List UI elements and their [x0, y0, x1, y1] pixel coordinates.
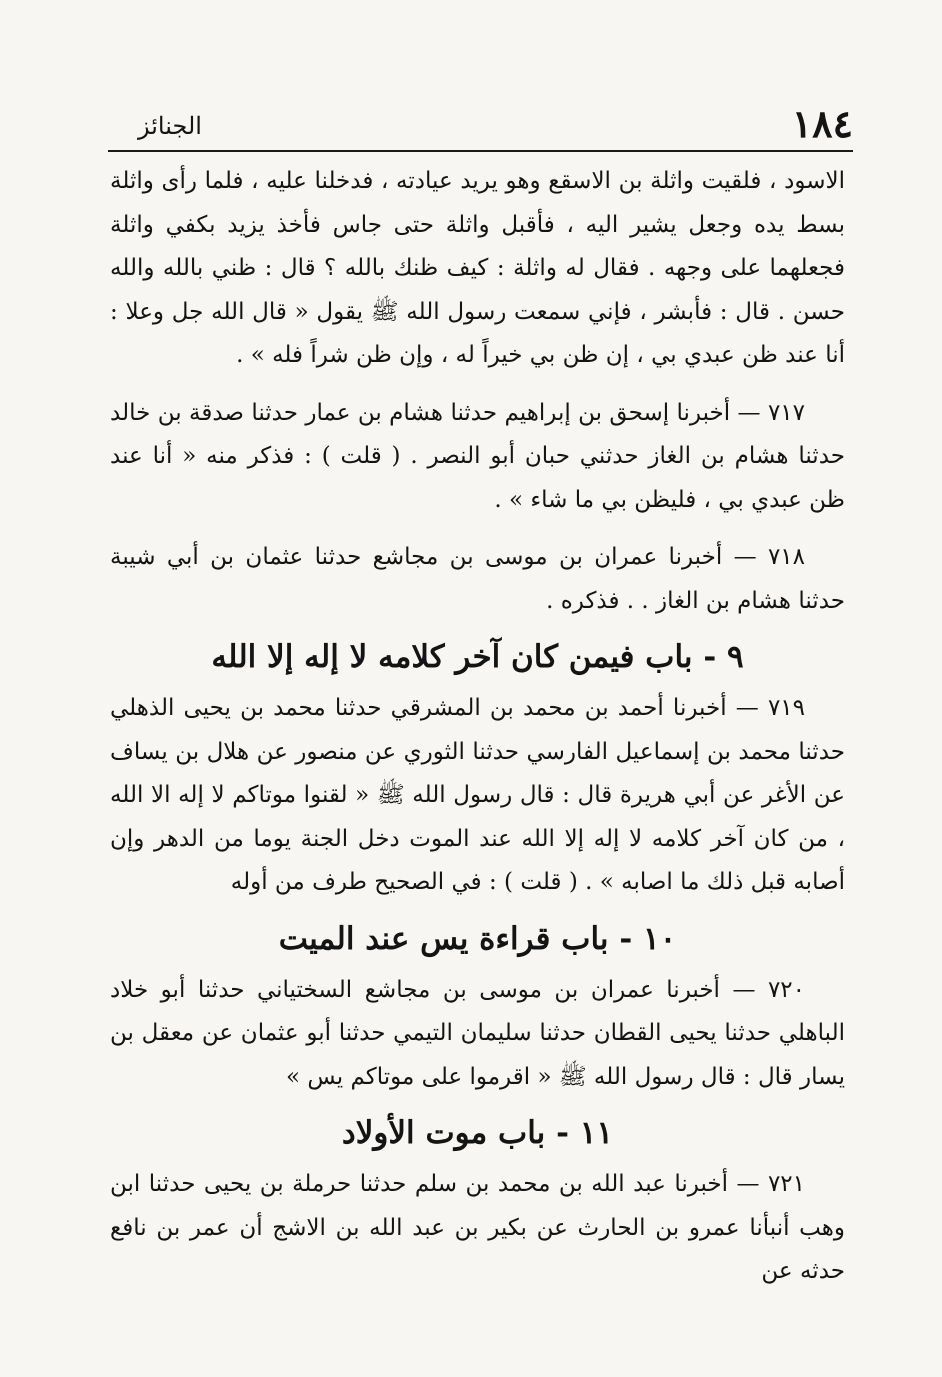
header-rule — [108, 150, 853, 152]
hadith-718: ٧١٨ — أخبرنا عمران بن موسى بن مجاشع حدثنا عثمان بن أبي شيبة حدثنا هشام بن الغاز . . فذكره . — [110, 544, 845, 614]
chapter-heading-11: ١١ - باب موت الأولاد — [341, 1115, 614, 1151]
page-header — [108, 100, 853, 152]
paragraph-continuation: الاسود ، فلقيت واثلة بن الاسقع وهو يريد عيادته ، فدخلنا عليه ، فلما رأى واثلة بسط يده وجعل يشير اليه ، فأقبل واثلة حتى جاس فأخذ يزيد بكفي واثلة فجعلهما على وجهه . فقال له واثلة : كيف ظنك بالله ؟ قال : ظني بالله والله حسن . قال : فأبشر ، فإني سمعت رسول الله ﷺ يقول « قال الله جل وعلا : أنا عند ظن عبدي بي ، إن ظن بي خيراً له ، وإن ظن شراً فله » . — [110, 168, 845, 368]
spacer — [110, 522, 845, 536]
hadith-719: ٧١٩ — أخبرنا أحمد بن محمد بن المشرقي حدثنا محمد بن يحيى الذهلي حدثنا محمد بن إسماعيل الفارسي حدثنا الثوري عن منصور عن هلال بن يساف عن الأغر عن أبي هريرة قال : قال رسول الله ﷺ « لقنوا موتاكم لا إله الا الله ، من كان آخر كلامه لا إله إلا الله عند الموت دخل الجنة يوما من الدهر وإن أصابه قبل ذلك ما اصابه » . ( قلت ) : في الصحيح طرف من أوله — [110, 695, 845, 895]
hadith-721: ٧٢١ — أخبرنا عبد الله بن محمد بن سلم حدثنا حرملة بن يحيى حدثنا ابن وهب أنبأنا عمرو بن الحارث عن بكير بن عبد الله بن الاشج أن عمر بن نافع حدثه عن — [110, 1171, 845, 1284]
chapter-heading-9: ٩ - باب فيمن كان آخر كلامه لا إله إلا الله — [211, 639, 744, 675]
hadith-720: ٧٢٠ — أخبرنا عمران بن موسى بن مجاشع السختياني حدثنا أبو خلاد الباهلي حدثنا يحيى القطان حدثنا سليمان التيمي حدثنا أبو عثمان عن معقل بن يسار قال : قال رسول الله ﷺ « اقرموا على موتاكم يس » — [110, 976, 845, 1090]
page-number: ١٨٤ — [791, 101, 853, 146]
chapter-heading-10: ١٠ - باب قراءة يس عند الميت — [278, 920, 677, 957]
page-body — [110, 160, 845, 1294]
running-title: الجنائز — [138, 112, 202, 140]
spacer — [110, 378, 845, 392]
hadith-717: ٧١٧ — أخبرنا إسحق بن إبراهيم حدثنا هشام بن عمار حدثنا صدقة بن خالد حدثنا هشام بن الغاز حدثني حبان أبو النصر . ( قلت ) : فذكر منه « أنا عند ظن عبدي بي ، فليظن بي ما شاء » . — [110, 399, 845, 513]
